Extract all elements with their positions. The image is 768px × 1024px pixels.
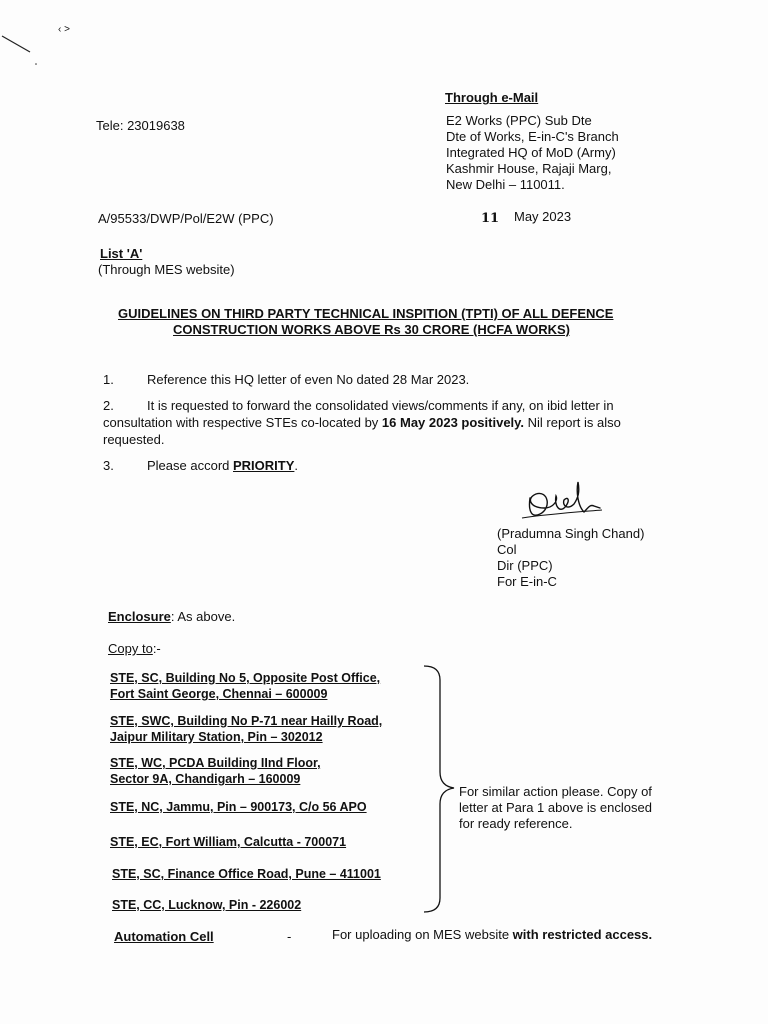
copy-address-3 [110, 755, 321, 787]
para-text: It is requested to forward the consolidated views/comments if any, on ibid letter in consultation with respective STEs co-located by [103, 398, 614, 430]
address-line: STE, CC, Lucknow, Pin - 226002 [112, 898, 302, 912]
paragraph-2 [103, 397, 683, 448]
copy-address-2 [110, 713, 382, 745]
curly-bracket [410, 660, 460, 920]
para-deadline: 16 May 2023 positively. [381, 415, 525, 430]
address-line: STE, WC, PCDA Building IInd Floor, [110, 756, 321, 770]
address-line: STE, SC, Building No 5, Opposite Post Office, [110, 671, 381, 685]
signatory-name: (Pradumna Singh Chand) [497, 526, 645, 541]
address-line: Dte of Works, E-in-C's Branch [446, 129, 619, 144]
priority-text: PRIORITY [233, 458, 295, 473]
signatory-for: For E-in-C [497, 574, 557, 589]
date-month-year: May 2023 [514, 209, 572, 224]
telephone: Tele: 23019638 [96, 118, 185, 133]
copy-to-suffix: :- [152, 641, 161, 656]
copy-address-6 [112, 866, 381, 882]
address-line: STE, EC, Fort William, Calcutta - 700071 [110, 835, 347, 849]
note-line: For similar action please. Copy of [459, 784, 652, 799]
para-text: Nil report is also requested. [103, 415, 621, 447]
automation-restricted: with restricted access. [512, 927, 653, 942]
address-line: New Delhi – 110011. [446, 177, 565, 192]
enclosure-text: : As above. [170, 609, 236, 624]
bracket-note [459, 784, 652, 832]
scan-marks-text: ‹ ˃ [58, 24, 70, 35]
enclosure-label: Enclosure [108, 609, 171, 624]
para-text: Reference this HQ letter of even No dated 28 Mar 2023. [147, 372, 470, 387]
signatory-rank: Col [497, 542, 517, 557]
address-line: STE, NC, Jammu, Pin – 900173, C/o 56 APO [110, 800, 367, 814]
address-line: STE, SC, Finance Office Road, Pune – 411001 [112, 867, 381, 881]
para-text: . [294, 458, 299, 473]
signatory-appointment: Dir (PPC) [497, 558, 553, 573]
copy-to-label: Copy to [108, 641, 153, 656]
address-line: Sector 9A, Chandigarh – 160009 [110, 772, 301, 786]
signature-image [518, 478, 608, 524]
address-line: E2 Works (PPC) Sub Dte [446, 113, 592, 128]
address-line: Integrated HQ of MoD (Army) [446, 145, 616, 160]
copy-address-1 [110, 670, 380, 702]
address-line: STE, SWC, Building No P-71 near Hailly Road, [110, 714, 383, 728]
signatory-block [497, 526, 644, 590]
copy-address-5 [110, 834, 346, 850]
para-number: 3. [103, 458, 114, 473]
address-line: Jaipur Military Station, Pin – 302012 [110, 730, 323, 744]
list-title: List 'A' [100, 246, 143, 261]
sender-address [446, 113, 619, 193]
list-subtitle: (Through MES website) [98, 262, 235, 277]
subject-line-2: CONSTRUCTION WORKS ABOVE Rs 30 CRORE (HCFA WORKS) [173, 322, 570, 337]
copy-to-line [108, 641, 161, 657]
note-line: letter at Para 1 above is enclosed [459, 800, 652, 815]
enclosure-line [108, 609, 235, 625]
copy-address-7 [112, 897, 301, 913]
address-line: Fort Saint George, Chennai – 600009 [110, 687, 328, 701]
automation-purpose: For uploading on MES website [332, 927, 513, 942]
note-line: for ready reference. [459, 816, 573, 831]
address-line: Kashmir House, Rajaji Marg, [446, 161, 612, 176]
para-number: 1. [103, 372, 114, 387]
automation-dash: - [287, 929, 292, 944]
subject-line-1: GUIDELINES ON THIRD PARTY TECHNICAL INSPITION (TPTI) OF ALL DEFENCE [118, 306, 614, 321]
through-email: Through e-Mail [445, 90, 539, 105]
para-number: 2. [103, 398, 114, 413]
para-text: Please accord [147, 458, 233, 473]
date-day: 11 [481, 211, 500, 226]
paragraph-3 [103, 457, 298, 474]
paragraph-1 [103, 371, 523, 388]
scan-mark [0, 18, 60, 68]
copy-address-4 [110, 799, 367, 815]
reference-number: A/95533/DWP/Pol/E2W (PPC) [98, 211, 274, 226]
automation-cell-label: Automation Cell [114, 929, 214, 944]
automation-text [332, 927, 652, 943]
